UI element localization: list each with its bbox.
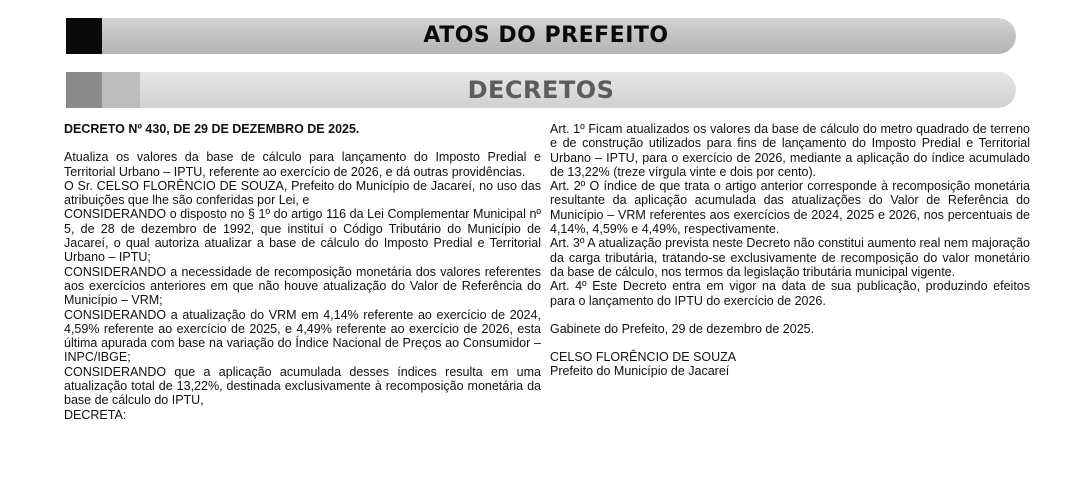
considerando-1: CONSIDERANDO o disposto no § 1º do artigo 116 da Lei Complementar Municipal nº 5, de 28 de dezembro de 1992, que instituí o Código Tributário do Município de Jacareí, o qual autoriza atualizar a base de cálculo do Imposto Predial e Territorial Urbano – IPTU; [64, 207, 541, 265]
subsection-title: DECRETOS [467, 76, 615, 104]
article-4: Art. 4º Este Decreto entra em vigor na data de sua publicação, produzindo efeitos para o lançamento do IPTU do exercício de 2026. [550, 279, 1030, 308]
decree-column-right [550, 122, 1030, 379]
decree-title: DECRETO Nº 430, DE 29 DE DEZEMBRO DE 2025. [64, 122, 360, 136]
decree-column-left [64, 122, 541, 422]
signer-role: Prefeito do Município de Jacareí [550, 364, 730, 379]
considerando-4: CONSIDERANDO que a aplicação acumulada desses índices resulta em uma atualização total de 13,22%, destinada exclusivamente à recomposição monetária da base de cálculo do IPTU, [64, 364, 541, 408]
section-banner-decretos [66, 72, 1016, 108]
signer-name: CELSO FLORÊNCIO DE SOUZA [550, 350, 737, 365]
decreta-label: DECRETA: [64, 407, 127, 422]
section-banner-atos [66, 18, 1016, 54]
section-title: ATOS DO PREFEITO [423, 23, 669, 48]
decree-summary: Atualiza os valores da base de cálculo para lançamento do Imposto Predial e Territorial Urbano – IPTU, referente ao exercício de 2026, e dá outras providências. [64, 150, 541, 179]
article-3: Art. 3º A atualização prevista neste Decreto não constitui aumento real nem majoração da carga tributária, tratando-se exclusivamente de recomposição do valor monetário da base de cálculo, nos termos da legislação tributária municipal vigente. [550, 236, 1030, 279]
article-2: Art. 2º O índice de que trata o artigo anterior corresponde à recomposição monetária resultante da aplicação acumulada das atualizações do Valor de Referência do Município – VRM referentes aos exercícios de 2024, 2025 e 2026, nos percentuais de 4,14%, 4,59% e 4,49%, respectivamente. [550, 179, 1030, 237]
decree-preamble: O Sr. CELSO FLORÊNCIO DE SOUZA, Prefeito do Município de Jacareí, no uso das atribuições que lhe são conferidas por Lei, e [64, 178, 541, 208]
considerando-2: CONSIDERANDO a necessidade de recomposição monetária dos valores referentes aos exercícios anteriores em que não houve atualização do Valor de Referência do Município – VRM; [64, 264, 541, 308]
closing-line: Gabinete do Prefeito, 29 de dezembro de 2025. [550, 321, 815, 336]
considerando-3: CONSIDERANDO a atualização do VRM em 4,14% referente ao exercício de 2024, 4,59% referente ao exercício de 2025, e 4,49% referente ao exercício de 2026, esta última apurada com base na variação do Índice Nacional de Preços ao Consumidor – INPC/IBGE; [64, 307, 541, 365]
article-1: Art. 1º Ficam atualizados os valores da base de cálculo do metro quadrado de terreno e de construção utilizados para fins de lançamento do Imposto Predial e Territorial Urbano – IPTU, para o exercício de 2026, mediante a aplicação do índice acumulado de 13,22% (treze vírgula vinte e dois por cento). [550, 122, 1030, 179]
